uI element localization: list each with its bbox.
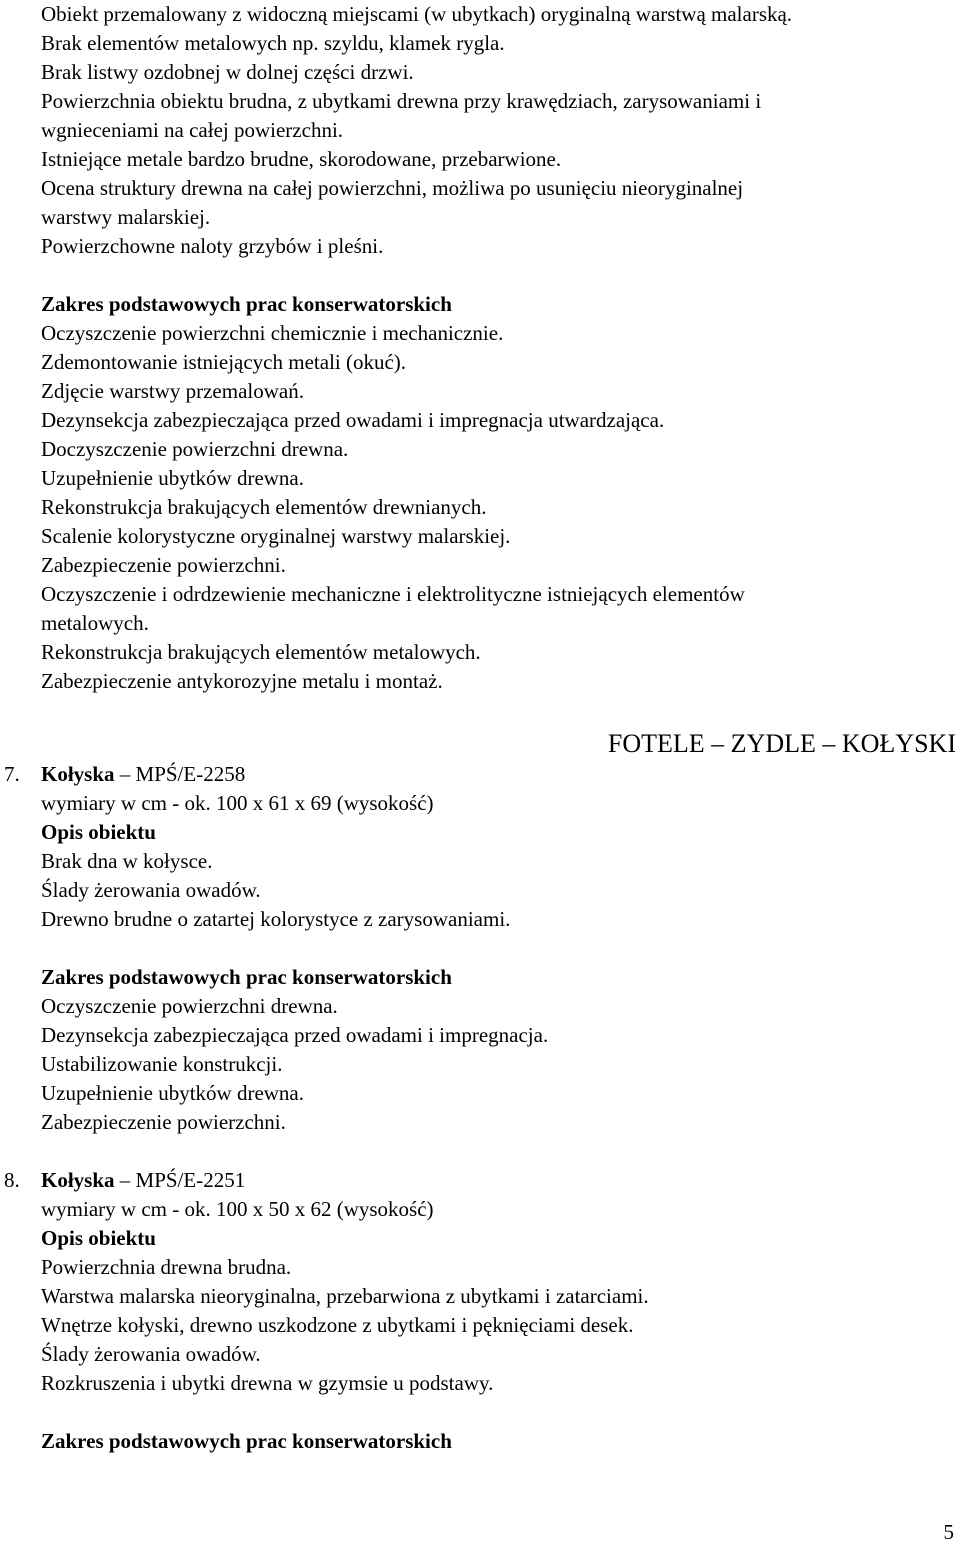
text-line: Ślady żerowania owadów.: [41, 1342, 261, 1366]
text-line: Zabezpieczenie powierzchni.: [41, 553, 286, 577]
text-line: Zdjęcie warstwy przemalowań.: [41, 379, 304, 403]
intro-description: [41, 0, 792, 261]
item-title: [41, 1166, 649, 1195]
text-line: Uzupełnienie ubytków drewna.: [41, 466, 305, 490]
item-dimensions: wymiary w cm - ok. 100 x 61 x 69 (wysokość): [41, 791, 434, 815]
scope-heading: Zakres podstawowych prac konserwatorskich: [41, 1429, 452, 1453]
text-line: Zdemontowanie istniejących metali (okuć).: [41, 350, 407, 374]
text-line: Brak listwy ozdobnej w dolnej części drzwi.: [41, 60, 414, 84]
description-heading: Opis obiektu: [41, 1226, 156, 1250]
text-line: Powierzchowne naloty grzybów i pleśni.: [41, 234, 384, 258]
text-line: Oczyszczenie powierzchni drewna.: [41, 994, 338, 1018]
text-line: Ślady żerowania owadów.: [41, 878, 261, 902]
text-line: Rekonstrukcja brakujących elementów metalowych.: [41, 640, 481, 664]
text-line: Oczyszczenie powierzchni chemicznie i mechanicznie.: [41, 321, 504, 345]
item-dimensions: wymiary w cm - ok. 100 x 50 x 62 (wysokość): [41, 1197, 434, 1221]
text-line: Istniejące metale bardzo brudne, skorodowane, przebarwione.: [41, 147, 562, 171]
text-line: Rekonstrukcja brakujących elementów drewnianych.: [41, 495, 487, 519]
text-line: Powierzchnia obiektu brudna, z ubytkami drewna przy krawędziach, zarysowaniami i: [41, 89, 762, 113]
scope-heading: Zakres podstawowych prac konserwatorskich: [41, 965, 452, 989]
text-line: Zabezpieczenie powierzchni.: [41, 1110, 286, 1134]
text-line: Zabezpieczenie antykorozyjne metalu i montaż.: [41, 669, 443, 693]
item-body: [41, 760, 548, 1137]
text-line: Drewno brudne o zatartej kolorystyce z zarysowaniami.: [41, 907, 511, 931]
description-heading: Opis obiektu: [41, 820, 156, 844]
text-line: Rozkruszenia i ubytki drewna w gzymsie u podstawy.: [41, 1371, 494, 1395]
item-number: 7.: [4, 762, 20, 786]
section-title: FOTELE – ZYDLE – KOŁYSKI: [607, 729, 956, 758]
text-line: Wnętrze kołyski, drewno uszkodzone z ubytkami i pęknięciami desek.: [41, 1313, 634, 1337]
text-line: Oczyszczenie i odrdzewienie mechaniczne i elektrolityczne istniejących elementów: [41, 582, 745, 606]
text-line: Warstwa malarska nieoryginalna, przebarwiona z ubytkami i zatarciami.: [41, 1284, 649, 1308]
text-line: Brak elementów metalowych np. szyldu, klamek rygla.: [41, 31, 505, 55]
scope-heading: Zakres podstawowych prac konserwatorskich: [41, 292, 452, 316]
scope-section: [41, 290, 745, 696]
item-body: [41, 1166, 649, 1456]
item-code: – MPŚ/E-2251: [114, 1168, 246, 1192]
text-line: warstwy malarskiej.: [41, 205, 211, 229]
text-line: Scalenie kolorystyczne oryginalnej warstwy malarskiej.: [41, 524, 511, 548]
item-name: Kołyska: [41, 1168, 115, 1192]
text-line: wgnieceniami na całej powierzchni.: [41, 118, 344, 142]
page-number: 5: [943, 1520, 954, 1544]
item-title: [41, 760, 548, 789]
item-code: – MPŚ/E-2258: [114, 762, 246, 786]
text-line: metalowych.: [41, 611, 149, 635]
text-line: Powierzchnia drewna brudna.: [41, 1255, 292, 1279]
text-line: Dezynsekcja zabezpieczająca przed owadami i impregnacja.: [41, 1023, 549, 1047]
text-line: Obiekt przemalowany z widoczną miejscami (w ubytkach) oryginalną warstwą malarską.: [41, 2, 793, 26]
text-line: Doczyszczenie powierzchni drewna.: [41, 437, 349, 461]
item-number: 8.: [4, 1168, 20, 1192]
item-name: Kołyska: [41, 762, 115, 786]
text-line: Dezynsekcja zabezpieczająca przed owadami i impregnacja utwardzająca.: [41, 408, 665, 432]
text-line: Ocena struktury drewna na całej powierzchni, możliwa po usunięciu nieoryginalnej: [41, 176, 744, 200]
text-line: Ustabilizowanie konstrukcji.: [41, 1052, 283, 1076]
text-line: Uzupełnienie ubytków drewna.: [41, 1081, 305, 1105]
text-line: Brak dna w kołysce.: [41, 849, 213, 873]
